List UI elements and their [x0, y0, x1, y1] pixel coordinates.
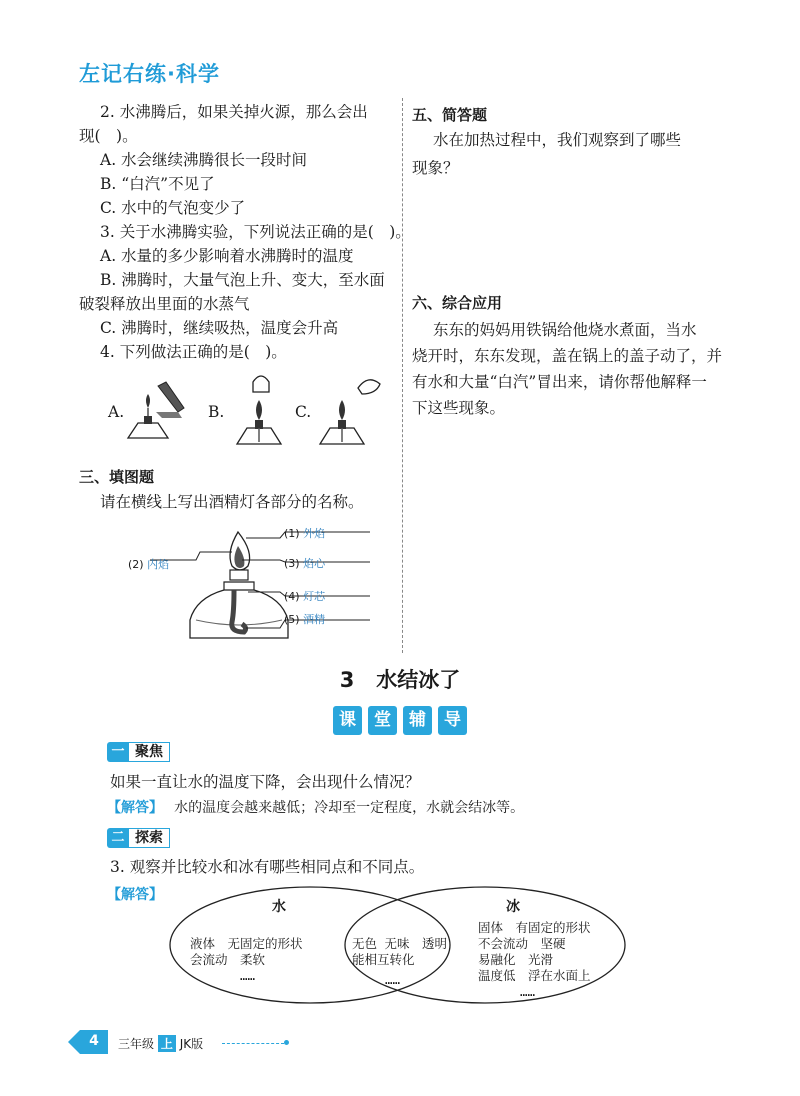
- q3-option-b-2: 破裂释放出里面的水蒸气: [79, 295, 250, 313]
- explore-tag: [107, 828, 170, 848]
- q3-stem: 3. 关于水沸腾实验，下列说法正确的是( )。: [100, 223, 411, 241]
- explore-answer-label: 【解答】: [107, 887, 163, 903]
- lamp-label-3-num: (3): [284, 557, 300, 570]
- venn-ice-line-4: 温度低 浮在水面上: [478, 968, 591, 983]
- footer-dot: [284, 1040, 289, 1045]
- lamp-label-1-answer: 外焰: [303, 527, 326, 540]
- lamp-image-b: [225, 370, 295, 450]
- section-6-line-2: 烧开时，东东发现，盖在锅上的盖子动了，并: [412, 347, 723, 365]
- lamp-label-3-answer: 焰心: [303, 557, 326, 570]
- q2-option-b: B. “白汽”不见了: [100, 175, 215, 193]
- section-6-line-4: 下这些现象。: [412, 399, 506, 417]
- lamp-label-5: [284, 611, 325, 627]
- banner-char-1: 课: [333, 706, 362, 735]
- lamp-label-4-num: (4): [284, 590, 300, 603]
- footer-grade-text: 三年级: [118, 1037, 155, 1051]
- subject-name: 科学: [175, 62, 220, 86]
- explore-question: 3. 观察并比较水和冰有哪些相同点和不同点。: [110, 858, 425, 876]
- q4-option-c-label: C.: [295, 403, 312, 421]
- focus-answer-label: 【解答】: [107, 800, 163, 816]
- section-5-question-2: 现象？: [412, 159, 459, 177]
- lamp-label-1-num: (1): [284, 527, 300, 540]
- q2-option-c: C. 水中的气泡变少了: [100, 199, 246, 217]
- footer-dashed-line: [222, 1043, 284, 1044]
- lamp-label-3: [284, 555, 325, 571]
- q4-option-b-label: B.: [208, 403, 225, 421]
- venn-common-line-1: 无色 无味 透明: [352, 936, 448, 951]
- section-6-line-1: 东东的妈妈用铁锅给他烧水煮面，当水: [433, 321, 697, 339]
- q3-option-a: A. 水量的多少影响着水沸腾时的温度: [100, 247, 354, 265]
- focus-tag-number: 一: [107, 742, 129, 762]
- section-5-title: 五、简答题: [412, 106, 488, 124]
- lesson-name: 水结冰了: [376, 668, 461, 692]
- section-5-question-1: 水在加热过程中，我们观察到了哪些: [433, 131, 682, 149]
- focus-tag-label: 聚焦: [129, 742, 170, 762]
- venn-common-line-2: 能相互转化: [352, 952, 415, 967]
- venn-water-line-1: 液体 无固定的形状: [190, 936, 303, 951]
- q2-stem-2: 现( )。: [79, 127, 138, 145]
- focus-question: 如果一直让水的温度下降，会出现什么情况？: [110, 773, 421, 791]
- lamp-label-4-answer: 灯芯: [303, 590, 326, 603]
- brand-name: 左记右练: [79, 62, 167, 86]
- focus-answer-text: 水的温度会越来越低；冷却至一定程度，水就会结冰等。: [174, 800, 525, 816]
- section-6-title: 六、综合应用: [412, 294, 503, 312]
- column-divider: [402, 98, 403, 653]
- lamp-label-2-num: (2): [128, 558, 144, 571]
- lamp-label-5-answer: 酒精: [303, 613, 326, 626]
- q4-stem: 4. 下列做法正确的是( )。: [100, 343, 287, 361]
- lamp-image-a: [118, 378, 198, 448]
- focus-answer: [107, 797, 524, 817]
- q2-option-a: A. 水会继续沸腾很长一段时间: [100, 151, 308, 169]
- page-number: 4: [89, 1033, 99, 1049]
- footer-grade: [118, 1035, 203, 1052]
- lamp-label-2: [128, 556, 169, 572]
- section-3-title: 三、填图题: [79, 468, 155, 486]
- venn-ice-line-3: 易融化 光滑: [478, 952, 554, 967]
- lamp-label-5-num: (5): [284, 613, 300, 626]
- banner-char-4: 导: [438, 706, 467, 735]
- lamp-image-c: [310, 370, 390, 450]
- venn-ice-title: 冰: [506, 899, 520, 915]
- q3-option-b-1: B. 沸腾时，大量气泡上升、变大，至水面: [100, 271, 385, 289]
- footer-edition: JK版: [179, 1037, 204, 1051]
- venn-common-line-3: ……: [385, 972, 401, 987]
- brand-dot: ·: [167, 62, 176, 86]
- explore-tag-number: 二: [107, 828, 129, 848]
- lesson-title: [0, 664, 800, 694]
- venn-ice-line-5: ……: [520, 984, 536, 999]
- venn-water-line-3: ……: [240, 968, 256, 983]
- venn-water-line-2: 会流动 柔软: [190, 952, 266, 967]
- venn-water-title: 水: [272, 899, 286, 915]
- lamp-label-2-answer: 内焰: [147, 558, 170, 571]
- focus-tag: [107, 742, 170, 762]
- venn-ice-line-2: 不会流动 坚硬: [478, 936, 566, 951]
- banner-char-3: 辅: [403, 706, 432, 735]
- banner-char-2: 堂: [368, 706, 397, 735]
- lesson-number: 3: [339, 668, 355, 692]
- lamp-label-1: [284, 525, 325, 541]
- alcohol-lamp-diagram: [120, 520, 380, 650]
- brand-title: [79, 58, 220, 88]
- section-6-line-3: 有水和大量“白汽”冒出来，请你帮他解释一: [412, 373, 707, 391]
- q4-option-a-label: A.: [108, 403, 125, 421]
- venn-ice-line-1: 固体 有固定的形状: [478, 920, 591, 935]
- q3-option-c: C. 沸腾时，继续吸热，温度会升高: [100, 319, 339, 337]
- lamp-label-4: [284, 588, 325, 604]
- q2-stem-1: 2. 水沸腾后，如果关掉火源，那么会出: [100, 103, 368, 121]
- footer-term: 上: [158, 1035, 176, 1052]
- class-guide-banner: [333, 706, 467, 735]
- explore-tag-label: 探索: [129, 828, 170, 848]
- section-3-instruction: 请在横线上写出酒精灯各部分的名称。: [100, 493, 364, 511]
